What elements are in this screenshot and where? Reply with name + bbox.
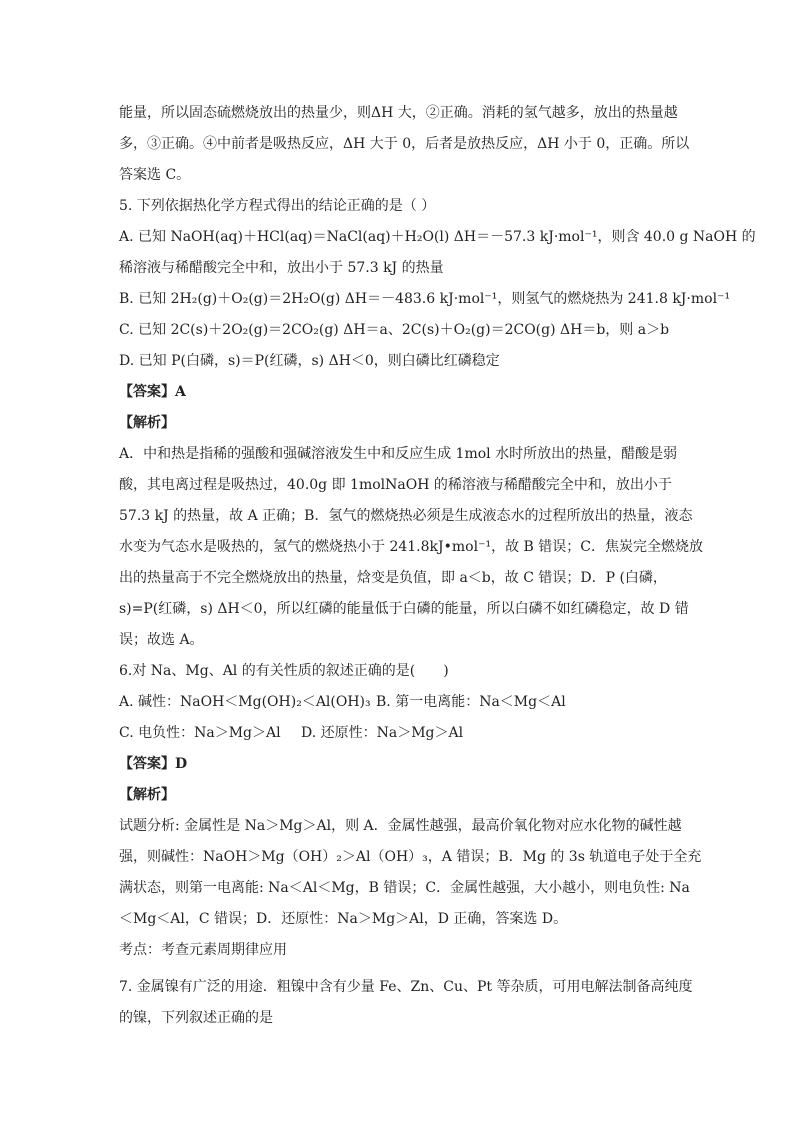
question-6-option-a: A. 碱性：NaOH＜Mg(OH)₂＜Al(OH)₃ <box>119 694 371 710</box>
text-line: 57.3 kJ 的热量，故 A 正确；B．氢气的燃烧热必须是生成液态水的过程所放出的热量，液态 <box>119 508 693 524</box>
analysis-label: 【解析】 <box>119 787 175 803</box>
text-line: 的镍，下列叙述正确的是 <box>119 1010 273 1026</box>
analysis-label: 【解析】 <box>119 415 175 431</box>
question-7-stem: 7. 金属镍有广泛的用途．粗镍中含有少量 Fe、Zn、Cu、Pt 等杂质，可用电解法制备高纯度 <box>119 979 693 995</box>
text-line: 答案选 C。 <box>119 167 191 183</box>
text-line: 出的热量高于不完全燃烧放出的热量，焓变是负值，即 a＜b，故 C 错误；D．P (白磷， <box>119 570 667 586</box>
text-line: A．中和热是指稀的强酸和强碱溶液发生中和反应生成 1mol 水时所放出的热量，醋酸是弱 <box>119 446 678 462</box>
text-line: 试题分析: 金属性是 Na＞Mg＞Al，则 A．金属性越强，最高价氧化物对应水化物的碱性越 <box>119 818 682 834</box>
question-6-option-c: C. 电负性：Na＞Mg＞Al <box>119 725 281 741</box>
question-5-stem: 5. 下列依据热化学方程式得出的结论正确的是（ ） <box>119 198 436 214</box>
question-5-option-a: A. 已知 NaOH(aq)＋HCl(aq)＝NaCl(aq)＋H₂O(l) ΔH＝－57.3 kJ·mol⁻¹，则含 40.0 g NaOH 的 <box>119 229 756 245</box>
answer-label: 【答案】D <box>119 756 188 772</box>
text-line: 满状态，则第一电离能: Na＜Al＜Mg，B 错误；C．金属性越强，大小越小，则电负性: Na <box>119 880 690 896</box>
text-line: ＜Mg＜Al，C 错误；D．还原性：Na＞Mg＞Al，D 正确，答案选 D。 <box>119 911 568 927</box>
text-line: 能量，所以固态硫燃烧放出的热量少，则ΔH 大，②正确。消耗的氢气越多，放出的热量越 <box>119 105 678 121</box>
answer-label: 【答案】A <box>119 384 186 400</box>
text-line: 水变为气态水是吸热的，氢气的燃烧热小于 241.8kJ•mol⁻¹，故 B 错误；C．焦炭完全燃烧放 <box>119 539 703 555</box>
question-6-stem: 6.对 Na、Mg、Al 的有关性质的叙述正确的是( ) <box>119 663 449 679</box>
text-line: 误；故选 A。 <box>119 632 204 648</box>
question-6-option-d: D. 还原性：Na＞Mg＞Al <box>301 725 464 741</box>
text-line: 稀溶液与稀醋酸完全中和，放出小于 57.3 kJ 的热量 <box>119 260 444 276</box>
question-6-option-b: B. 第一电离能：Na＜Mg＜Al <box>376 694 566 710</box>
text-line: 酸，其电离过程是吸热过，40.0g 即 1molNaOH 的稀溶液与稀醋酸完全中和，放出小于 <box>119 477 672 493</box>
text-line: s)=P(红磷，s) ΔH＜0，所以红磷的能量低于白磷的能量，所以白磷不如红磷稳定，故 D 错 <box>119 601 689 617</box>
question-5-option-c: C. 已知 2C(s)＋2O₂(g)＝2CO₂(g) ΔH＝a、2C(s)＋O₂(g)＝2CO(g) ΔH＝b，则 a＞b <box>119 322 670 338</box>
test-point-note: 考点：考查元素周期律应用 <box>119 942 287 958</box>
text-line: 多，③正确。④中前者是吸热反应，ΔH 大于 0，后者是放热反应，ΔH 小于 0，正确。所以 <box>119 136 690 152</box>
text-line: 强，则碱性：NaOH＞Mg（OH）₂＞Al（OH）₃，A 错误；B．Mg 的 3s 轨道电子处于全充 <box>119 849 702 865</box>
question-5-option-d: D. 已知 P(白磷，s)＝P(红磷，s) ΔH＜0，则白磷比红磷稳定 <box>119 353 500 369</box>
question-5-option-b: B. 已知 2H₂(g)＋O₂(g)＝2H₂O(g) ΔH＝－483.6 kJ·mol⁻¹，则氢气的燃烧热为 241.8 kJ·mol⁻¹ <box>119 291 731 307</box>
